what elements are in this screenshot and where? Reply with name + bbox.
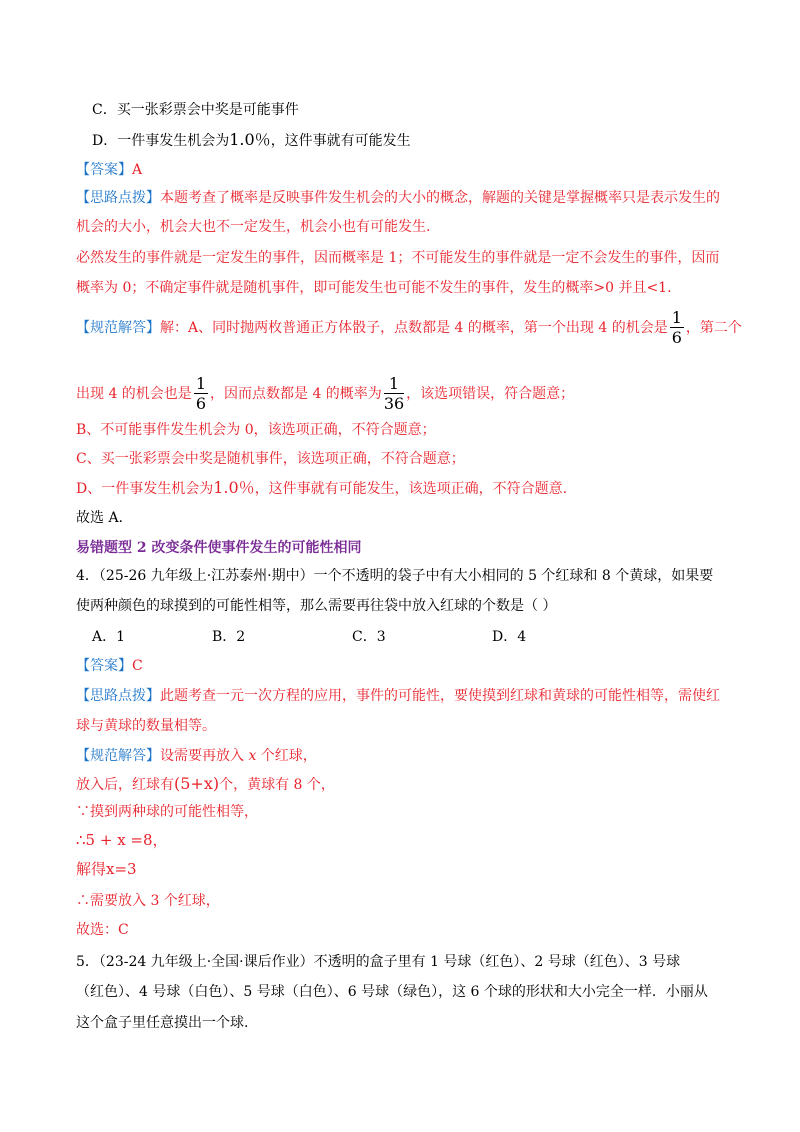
option-d-text-b: ，这件事就有可能发生 [270, 133, 411, 149]
solution-text: ，该选项错误，符合题意； [406, 386, 575, 402]
solution-text: 个红球， [256, 748, 317, 764]
fraction-numerator: 1 [195, 373, 206, 393]
answer-value: C [132, 658, 143, 674]
variable-x: x [248, 748, 257, 764]
q4-option-a: A．1 [92, 629, 126, 645]
fraction-one-sixth [670, 309, 684, 348]
q4-option-c: C．3 [352, 629, 386, 645]
expression-5-plus-x: (5+x) [174, 774, 220, 793]
solution-row-3: B、不可能事件发生机会为 0，该选项正确，不符合题意； [76, 422, 436, 438]
q5-stem-3: 这个盒子里任意摸出一个球. [76, 1015, 249, 1031]
fraction-numerator: 1 [671, 307, 682, 327]
q4-option-d: D．4 [492, 629, 527, 645]
hint-text: 此题考查一元一次方程的应用，事件的可能性，要使摸到红球和黄球的可能性相等，需使红 [160, 688, 720, 704]
answer-value: A [132, 162, 143, 178]
solution-text: D、一件事发生机会为 [76, 481, 214, 497]
q5-stem-1: 5．（23-24 九年级上·全国·课后作业）不透明的盒子里有 1 号球（红色）、2 号球（红色）、3 号球 [76, 954, 681, 970]
solution-text: ，因而点数都是 4 的概率为 [210, 386, 382, 402]
solution-label: 【规范解答】 [76, 320, 160, 336]
answer-row-q3 [76, 160, 142, 180]
q5-stem-2: （红色）、4 号球（白色）、5 号球（白色）、6 号球（绿色），这 6 个球的形状和大小完全一样．小丽从 [76, 984, 708, 1000]
solution-row-6: 故选 A. [76, 510, 124, 526]
answer-label: 【答案】 [76, 162, 132, 178]
solution-text: 个，黄球有 8 个， [219, 777, 335, 793]
solution-text: 出现 4 的机会也是 [76, 386, 192, 402]
q4-solution-row-4: ∴5 + x =8， [76, 831, 168, 849]
option-d-text-a: D．一件事发生机会为 [92, 133, 230, 149]
q4-stem-1: 4．（25-26 九年级上·江苏泰州·期中）一个不透明的袋子中有大小相同的 5 个红球和 8 个黄球，如果要 [76, 568, 714, 584]
hint-label: 【思路点拨】 [76, 190, 160, 206]
fraction-denominator: 6 [671, 327, 682, 347]
solution-text: 放入后，红球有 [76, 777, 174, 793]
option-c [92, 100, 299, 120]
q4-solution-row-5: 解得x=3 [76, 860, 137, 878]
q4-solution-row-1 [76, 746, 317, 766]
q4-hint-row-1 [76, 686, 720, 706]
fraction-denominator: 36 [383, 393, 405, 413]
answer-label: 【答案】 [76, 658, 132, 674]
q4-options [92, 627, 526, 647]
q4-solution-row-7: 故选：C [76, 922, 129, 938]
hint-row-4: 概率为 0；不确定事件就是随机事件，即可能发生也可能不发生的事件，发生的概率>0 并且<1. [76, 280, 672, 296]
option-d [92, 130, 411, 151]
section-title: 易错题型 2 改变条件使事件发生的可能性相同 [76, 540, 362, 556]
q4-hint-row-2: 球与黄球的数量相等。 [76, 718, 216, 734]
hint-text: 本题考查了概率是反映事件发生机会的大小的概念，解题的关键是掌握概率只是表示发生的 [160, 190, 720, 206]
solution-percent: 1.0％ [213, 478, 255, 497]
q4-option-b: B．2 [212, 629, 246, 645]
hint-row-3: 必然发生的事件就是一定发生的事件，因而概率是 1；不可能发生的事件就是一定不会发生的事件，因而 [76, 250, 720, 266]
q4-solution-row-6: ∴需要放入 3 个红球， [76, 893, 220, 909]
solution-row-4: C、买一张彩票会中奖是随机事件，该选项正确，不符合题意； [76, 451, 465, 467]
solution-text: ，这件事就有可能发生，该选项正确，不符合题意. [254, 481, 568, 497]
hint-row-1 [76, 188, 720, 208]
fraction-numerator: 1 [384, 375, 404, 394]
solution-row-5 [76, 478, 567, 499]
option-d-percent: 1.0％ [229, 130, 271, 149]
fraction-one-thirty-sixth [384, 375, 404, 414]
solution-label: 【规范解答】 [76, 748, 160, 764]
solution-text: 解：A、同时抛两枚普通正方体骰子，点数都是 4 的概率，第一个出现 4 的机会是 [160, 320, 668, 336]
q4-solution-row-2 [76, 774, 335, 795]
solution-text: 设需要再放入 [160, 748, 249, 764]
hint-label: 【思路点拨】 [76, 688, 160, 704]
solution-row-1 [76, 306, 742, 350]
q4-solution-row-3: ∵摸到两种球的可能性相等， [76, 804, 258, 820]
q4-stem-2: 使两种颜色的球摸到的可能性相等，那么需要再往袋中放入红球的个数是（ ） [76, 598, 557, 614]
fraction-denominator: 6 [195, 393, 206, 413]
hint-row-2: 机会的大小，机会大也不一定发生，机会小也有可能发生. [76, 219, 431, 235]
fraction-one-sixth [194, 375, 208, 414]
solution-row-2 [76, 372, 574, 416]
answer-row-q4 [76, 656, 143, 676]
option-c-text: C．买一张彩票会中奖是可能事件 [92, 102, 299, 118]
solution-text: ，第二个 [685, 320, 742, 336]
